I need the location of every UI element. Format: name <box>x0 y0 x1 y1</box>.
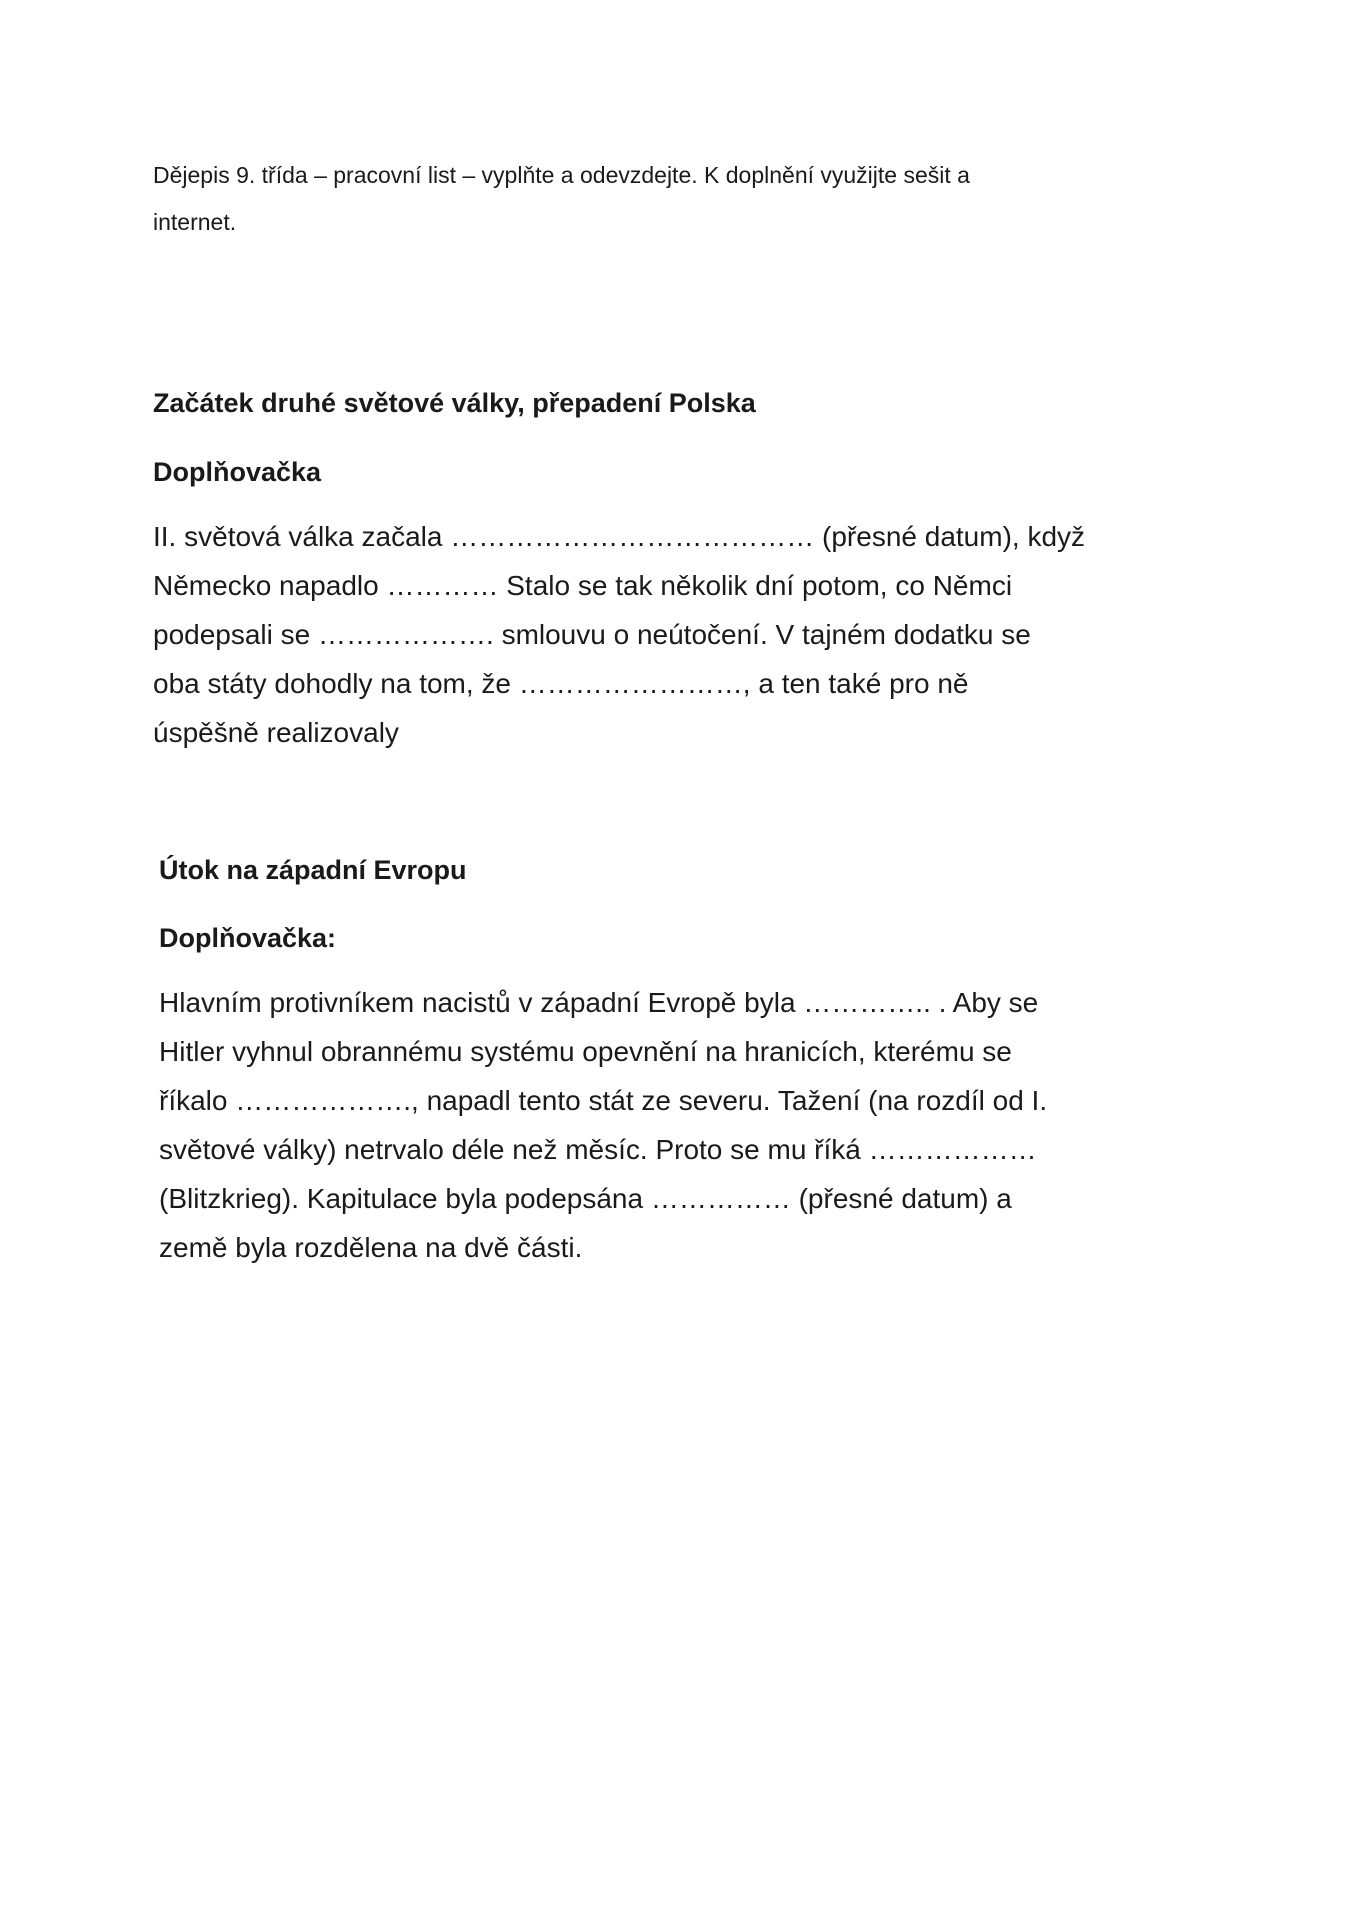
section-title: Útok na západní Evropu <box>159 855 467 885</box>
header-line: Dějepis 9. třída – pracovní list – vyplňte a odevzdejte. K doplnění využijte sešit a <box>153 162 970 188</box>
paragraph-line: oba státy dohodly na tom, že ……………………, a ten také pro ně <box>153 668 969 699</box>
section-subtitle: Doplňovačka: <box>159 923 337 953</box>
paragraph-line: (Blitzkrieg). Kapitulace byla podepsána …………… (přesné datum) a <box>159 1183 1012 1214</box>
paragraph-line: země byla rozdělena na dvě části. <box>159 1232 583 1263</box>
paragraph-line: podepsali se ………………. smlouvu o neútočení. V tajném dodatku se <box>153 619 1031 650</box>
header-line: internet. <box>153 209 237 235</box>
paragraph-line: Hlavním protivníkem nacistů v západní Evropě byla ………….. . Aby se <box>159 987 1039 1018</box>
paragraph-line: Hitler vyhnul obrannému systému opevnění na hranicích, kterému se <box>159 1036 1012 1067</box>
paragraph-line: úspěšně realizovaly <box>153 717 399 748</box>
paragraph-line: Německo napadlo ………… Stalo se tak několik dní potom, co Němci <box>153 570 1013 601</box>
paragraph-line: světové války) netrvalo déle než měsíc. Proto se mu říká ……………… <box>159 1134 1037 1165</box>
paragraph-line: říkalo ………………., napadl tento stát ze severu. Tažení (na rozdíl od I. <box>159 1085 1048 1116</box>
paragraph-line: II. světová válka začala ………………………………… (přesné datum), když <box>153 521 1086 552</box>
section-title: Začátek druhé světové války, přepadení Polska <box>153 388 756 418</box>
section-subtitle: Doplňovačka <box>153 457 322 487</box>
